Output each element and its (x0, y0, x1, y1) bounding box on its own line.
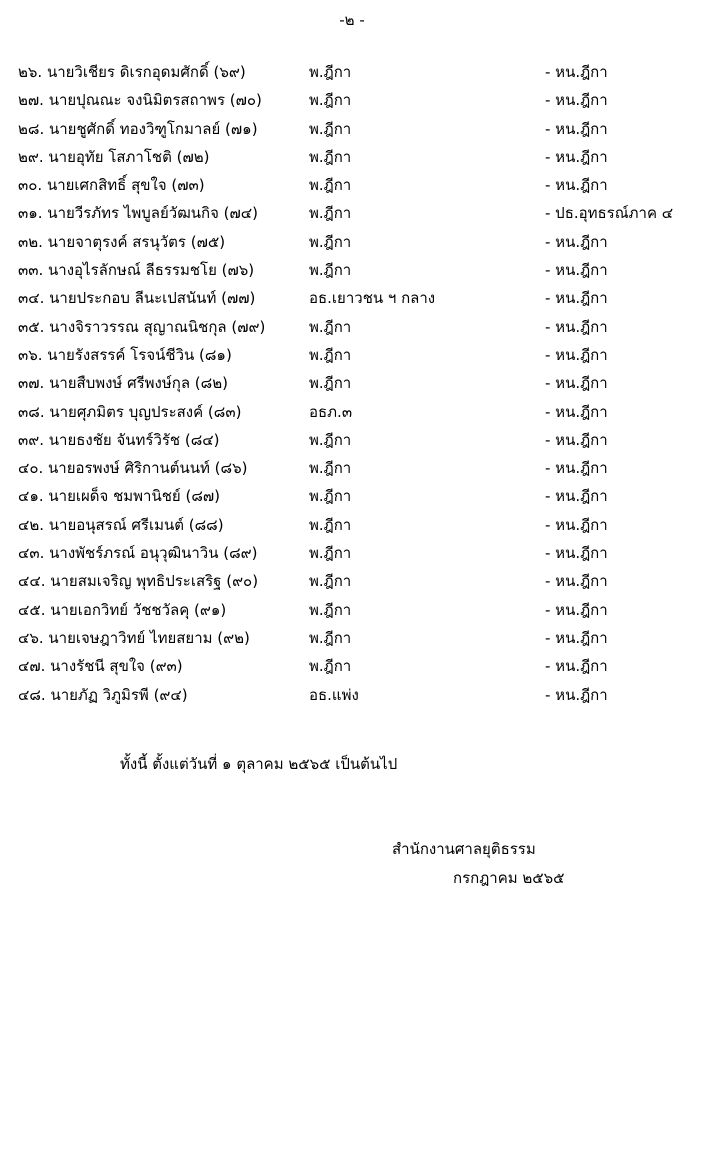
current-position: พ.ฎีกา (309, 544, 352, 563)
new-position: - หน.ฎีกา (545, 572, 608, 591)
person-name: ๓๙. นายธงชัย จันทร์วิรัช (๘๔) (18, 430, 220, 449)
person-name: ๔๖. นายเจษฎาวิทย์ ไทยสยาม (๙๒) (18, 628, 250, 647)
list-item (0, 428, 704, 456)
current-position: พ.ฎีกา (309, 119, 352, 138)
new-position: - หน.ฎีกา (545, 374, 608, 393)
new-position: - หน.ฎีกา (545, 147, 608, 166)
new-position: - หน.ฎีกา (545, 430, 608, 449)
current-position: อธ.แพ่ง (309, 685, 359, 704)
person-name: ๓๕. นางจิราวรรณ สุญาณนิชกุล (๗๙) (18, 317, 266, 336)
person-name: ๔๘. นายภัฏ วิภูมิรพี (๙๔) (18, 685, 188, 704)
person-name: ๔๑. นายเผด็จ ชมพานิชย์ (๘๗) (18, 487, 221, 506)
new-position: - หน.ฎีกา (545, 600, 608, 619)
current-position: พ.ฎีกา (309, 600, 352, 619)
current-position: พ.ฎีกา (309, 628, 352, 647)
list-item (0, 145, 704, 173)
list-item (0, 117, 704, 145)
current-position: พ.ฎีกา (309, 204, 352, 223)
person-name: ๓๒. นายจาตุรงค์ สรนุวัตร (๗๕) (18, 232, 226, 251)
new-position: - ปธ.อุทธรณ์ภาค ๔ (545, 204, 674, 223)
current-position: พ.ฎีกา (309, 515, 352, 534)
current-position: พ.ฎีกา (309, 345, 352, 364)
person-name: ๓๐. นายเศกสิทธิ์ สุขใจ (๗๓) (18, 176, 205, 195)
current-position: พ.ฎีกา (309, 63, 352, 81)
list-item (0, 286, 704, 314)
person-name: ๒๘. นายชูศักดิ์ ทองวิฑูโกมาลย์ (๗๑) (18, 119, 258, 138)
person-name: ๓๓. นางอุไรลักษณ์ ลีธรรมชโย (๗๖) (18, 261, 255, 280)
effective-date-note: ทั้งนี้ ตั้งแต่วันที่ ๑ ตุลาคม ๒๕๖๕ เป็นต้นไป (120, 755, 398, 773)
list-item (0, 400, 704, 428)
new-position: - หน.ฎีกา (545, 515, 608, 534)
person-name: ๔๓. นางพัชร์ภรณ์ อนุวุฒินาวิน (๘๙) (18, 544, 258, 563)
list-item (0, 484, 704, 512)
list-item (0, 513, 704, 541)
person-name: ๓๑. นายวีรภัทร ไพบูลย์วัฒนกิจ (๗๔) (18, 204, 258, 223)
new-position: - หน.ฎีกา (545, 289, 608, 308)
current-position: พ.ฎีกา (309, 317, 352, 336)
new-position: - หน.ฎีกา (545, 176, 608, 195)
new-position: - หน.ฎีกา (545, 317, 608, 336)
new-position: - หน.ฎีกา (545, 91, 608, 110)
list-item (0, 626, 704, 654)
current-position: พ.ฎีกา (309, 487, 352, 506)
issuing-office: สำนักงานศาลยุติธรรม (392, 840, 536, 858)
list-item (0, 683, 704, 711)
person-name: ๔๗. นางรัชนี สุขใจ (๙๓) (18, 657, 183, 676)
current-position: พ.ฎีกา (309, 91, 352, 110)
new-position: - หน.ฎีกา (545, 119, 608, 138)
issue-date: กรกฎาคม ๒๕๖๕ (453, 869, 565, 887)
current-position: พ.ฎีกา (309, 430, 352, 449)
person-name: ๔๒. นายอนุสรณ์ ศรีเมนต์ (๘๘) (18, 515, 224, 534)
list-item (0, 598, 704, 626)
list-item (0, 173, 704, 201)
current-position: พ.ฎีกา (309, 176, 352, 195)
new-position: - หน.ฎีกา (545, 544, 608, 563)
new-position: - หน.ฎีกา (545, 63, 608, 81)
list-item (0, 456, 704, 484)
person-name: ๒๙. นายอุทัย โสภาโชติ (๗๒) (18, 147, 210, 166)
current-position: พ.ฎีกา (309, 374, 352, 393)
current-position: พ.ฎีกา (309, 147, 352, 166)
current-position: อธภ.๓ (309, 402, 353, 421)
current-position: พ.ฎีกา (309, 232, 352, 251)
person-name: ๓๔. นายประกอบ ลีนะเปสนันท์ (๗๗) (18, 289, 256, 308)
current-position: อธ.เยาวชน ฯ กลาง (309, 289, 436, 308)
list-item (0, 230, 704, 258)
page-number: -๒ - (339, 11, 365, 29)
list-item (0, 371, 704, 399)
current-position: พ.ฎีกา (309, 572, 352, 591)
list-item (0, 654, 704, 682)
new-position: - หน.ฎีกา (545, 657, 608, 676)
person-name: ๓๖. นายรังสรรค์ โรจน์ชีวิน (๘๑) (18, 345, 232, 364)
new-position: - หน.ฎีกา (545, 402, 608, 421)
list-item (0, 258, 704, 286)
person-name: ๒๗. นายปุณณะ จงนิมิตรสถาพร (๗๐) (18, 91, 262, 110)
new-position: - หน.ฎีกา (545, 459, 608, 478)
new-position: - หน.ฎีกา (545, 232, 608, 251)
current-position: พ.ฎีกา (309, 261, 352, 280)
person-name: ๒๖. นายวิเชียร ดิเรกอุดมศักดิ์ (๖๙) (18, 63, 246, 81)
person-name: ๔๕. นายเอกวิทย์ วัชชวัลคุ (๙๑) (18, 600, 227, 619)
list-item (0, 343, 704, 371)
new-position: - หน.ฎีกา (545, 685, 608, 704)
new-position: - หน.ฎีกา (545, 628, 608, 647)
list-item (0, 201, 704, 229)
list-item (0, 569, 704, 597)
appointment-list (0, 60, 704, 711)
list-item (0, 88, 704, 116)
list-item (0, 541, 704, 569)
list-item (0, 315, 704, 343)
person-name: ๓๗. นายสืบพงษ์ ศรีพงษ์กุล (๘๒) (18, 374, 228, 393)
person-name: ๓๘. นายศุภมิตร บุญประสงค์ (๘๓) (18, 402, 242, 421)
new-position: - หน.ฎีกา (545, 261, 608, 280)
person-name: ๔๐. นายอรพงษ์ ศิริกานต์นนท์ (๘๖) (18, 459, 248, 478)
new-position: - หน.ฎีกา (545, 487, 608, 506)
current-position: พ.ฎีกา (309, 657, 352, 676)
list-item (0, 60, 704, 88)
person-name: ๔๔. นายสมเจริญ พุทธิประเสริฐ (๙๐) (18, 572, 259, 591)
current-position: พ.ฎีกา (309, 459, 352, 478)
new-position: - หน.ฎีกา (545, 345, 608, 364)
